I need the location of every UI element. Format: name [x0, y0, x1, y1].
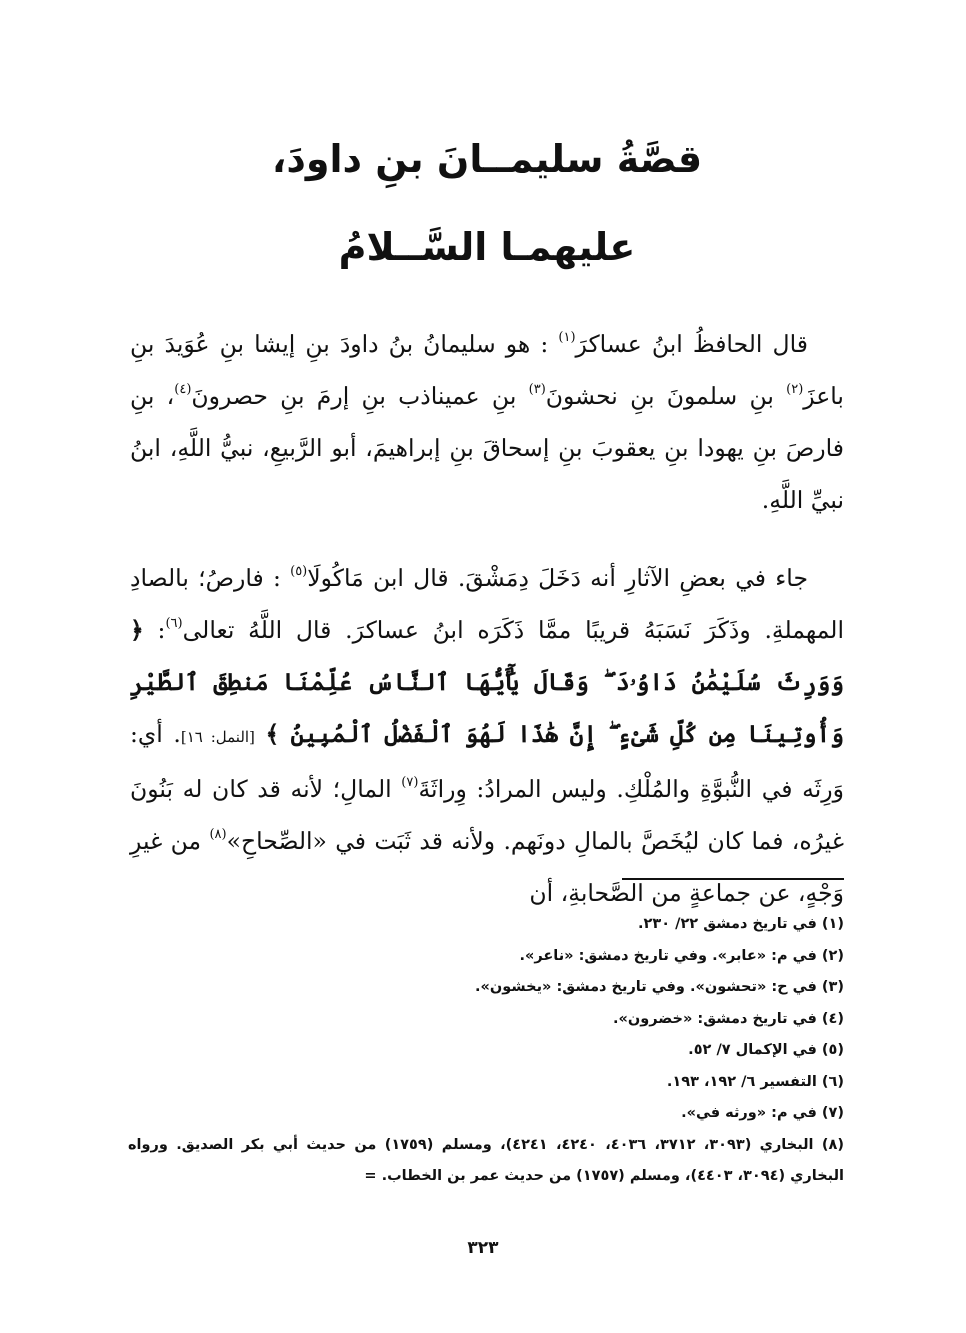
text-span: ، بنِ فارصَ بنِ يهودا بنِ يعقوبَ بنِ إسحاقَ بنِ إبراهيمَ، أبو الرَّبيعِ، نبيُّ اللَّهِ، ابنُ نبيِّ اللَّهِ.	[130, 382, 844, 514]
footnote-marker: (٥)	[290, 564, 308, 579]
footnote: (٦) التفسير ٦/ ١٩٢، ١٩٣.	[666, 1073, 844, 1090]
text-span: . أي: وَرِثَه في النُّبوَّةِ والمُلْكِ. وليس المرادُ: وِراثَةَ	[130, 720, 844, 803]
footnote: (٧) في م: «ورثه في».	[681, 1105, 844, 1121]
text-span: من غيرِ وَجْهٍ، عن جماعةٍ من الصَّحابةِ، أن	[130, 827, 844, 907]
footnotes	[128, 909, 844, 1193]
page-number: ٣٢٣	[467, 1238, 499, 1258]
footnote: (٣) في ح: «تحشون». وفي تاريخ دمشق: «يخشون».	[475, 979, 844, 995]
chapter-title-line-1: قصَّةُ سليمــانَ بنِ داودَ،	[271, 137, 703, 181]
text-span: جاء في بعضِ الآثارِ أنه دَخَلَ دِمَشْقَ. قال ابن مَاكُولَا	[307, 564, 808, 592]
footnote-marker: (٨)	[209, 827, 227, 842]
footnote: (١) في تاريخ دمشق ٢٢/ ٢٣٠.	[638, 916, 844, 932]
paragraph-inheritance	[130, 552, 844, 919]
text-span: : هو سليمانُ بنُ داودَ بنِ إيشا بنِ عُوَيدَ بنِ باعزَ	[130, 330, 844, 410]
verse-reference: [النمل: ١٦]	[180, 728, 255, 746]
footnote-marker: (٤)	[174, 382, 192, 397]
paragraph-lineage	[130, 318, 844, 526]
footnote-marker: (٦)	[165, 616, 183, 631]
footnote-marker: (٢)	[786, 382, 804, 397]
footnote-marker: (١)	[558, 330, 576, 345]
footnote: (٢) في م: «عابر». وفي تاريخ دمشق: «ناعر».	[519, 947, 844, 964]
text-span: قال الحافظُ ابنُ عساكرَ	[575, 330, 808, 358]
footnote: (٨) البخاري (٣٠٩٣، ٣٧١٢، ٤٠٣٦، ٤٢٤٠، ٤٢٤١)، ومسلم (١٧٥٩) من حديث أبي بكر الصديق. ورواه البخاري (٣٠٩٤، ٤٤٠٣)، ومسلم (١٧٥٧) من حديث عمر بن الخطاب. =	[128, 1136, 844, 1184]
footnote: (٥) في الإكمال ٧/ ٥٢.	[688, 1042, 844, 1058]
footnote-marker: (٧)	[401, 775, 419, 790]
text-span: بنِ سلمونَ بنِ نحشونَ	[545, 382, 774, 410]
text-span: : فارصُ؛ بالصادِ المهملةِ. وذَكَرَ نَسَبَهُ قريبًا ممَّا ذَكَرَه ابنُ عساكرَ. قال اللَّهُ تعالى	[130, 564, 844, 644]
text-span: :	[157, 616, 166, 644]
footnote-divider	[622, 878, 844, 880]
main-text	[130, 318, 844, 919]
text-span: بنِ عميناذب بنِ إرمَ بنِ حصرونَ	[191, 382, 517, 410]
text-span: المالِ؛ لأنه قد كان له بَنُونَ غيرُه، فما كان ليُخَصَّ بالمالِ دونَهم. ولأنه قد ثَبَت في «الصِّحاحِ»	[130, 775, 844, 855]
footnote: (٤) في تاريخ دمشق: «خضرون».	[612, 1010, 844, 1027]
quran-verse: ﴿ وَوَرِثَ سُلَيْمَٰنُ دَاوُۥدَ ۖ وَقَالَ يَٰٓأَيُّهَا ٱلنَّاسُ عُلِّمْنَا مَنطِقَ ٱلطَّيْرِ وَأُوتِينَا مِن كُلِّ شَىْءٍ ۖ إِنَّ هَٰذَا لَهُوَ ٱلْفَضْلُ ٱلْمُبِينُ ﴾	[130, 616, 844, 748]
footnote-marker: (٣)	[528, 382, 546, 397]
chapter-title-line-2: عليهمـا السَّــلامُ	[338, 225, 636, 269]
